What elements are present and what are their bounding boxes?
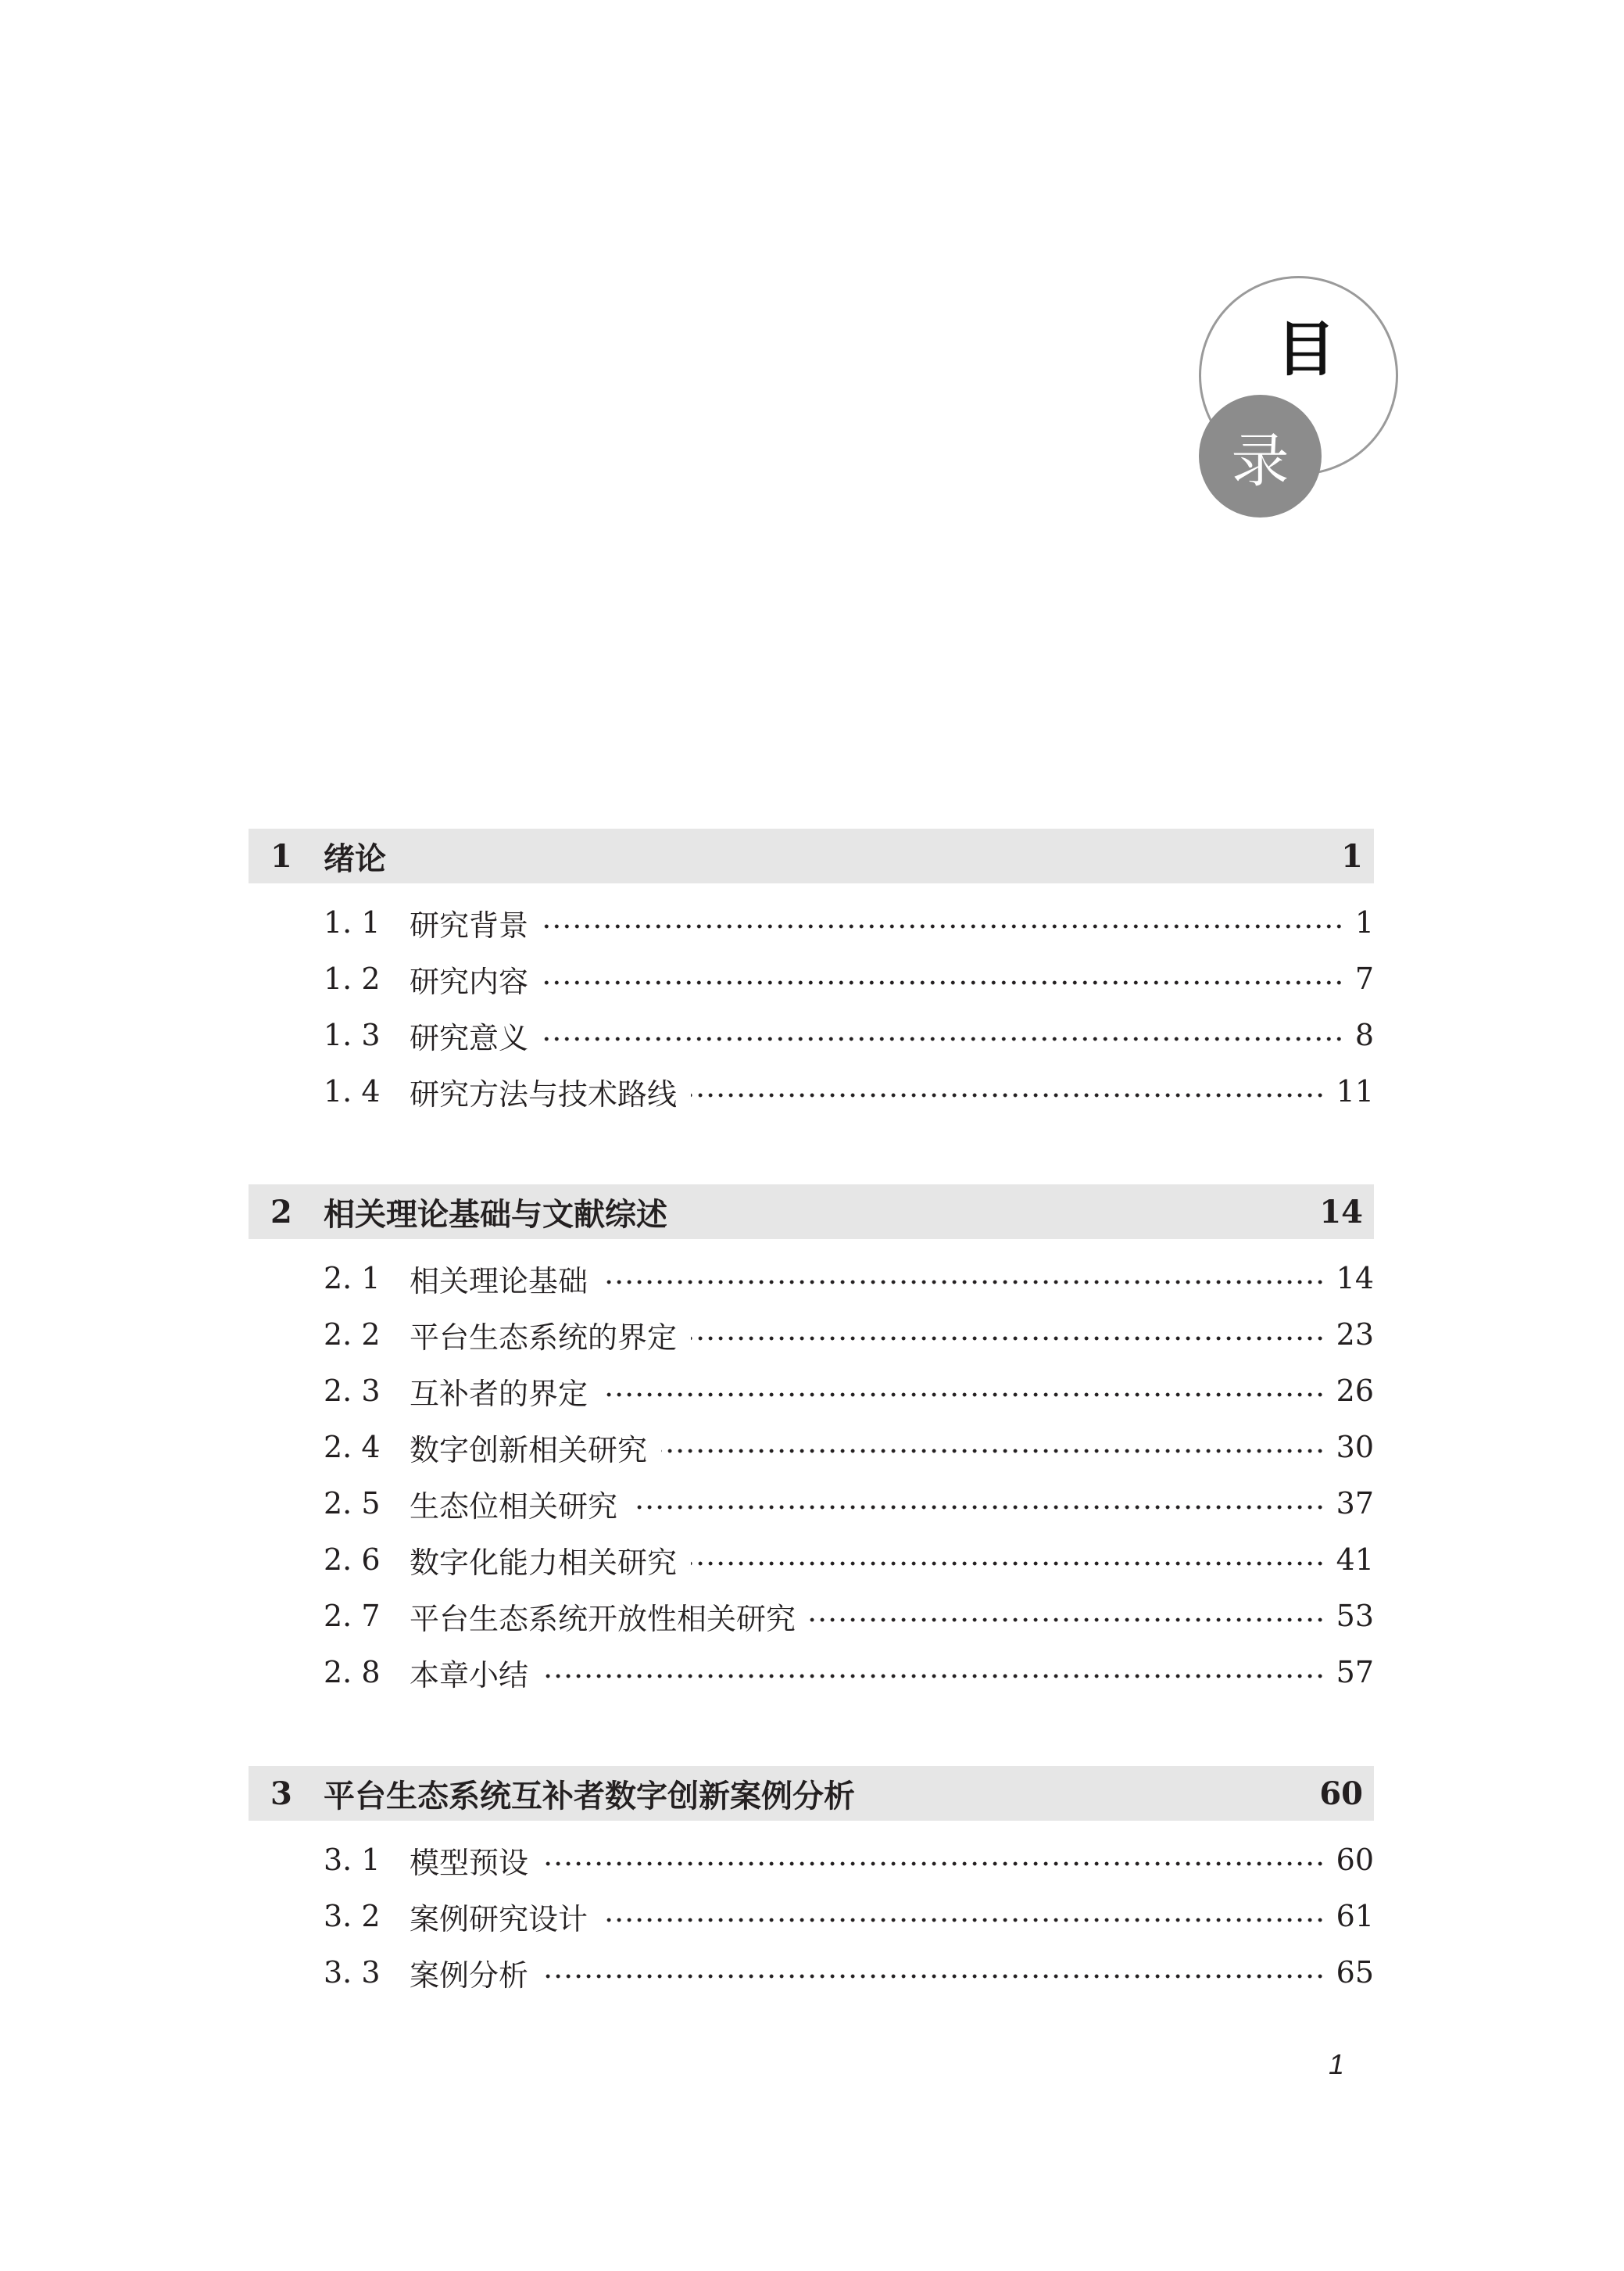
section-title: 模型预设 [410, 1845, 529, 1880]
chapter-title: 相关理论基础与文献综述 [324, 1196, 667, 1233]
toc-entry[interactable] [324, 1367, 1374, 1414]
title-badge-top-char: 目 [1276, 313, 1336, 384]
dot-leader [691, 1335, 1325, 1341]
toc-entry[interactable] [324, 1893, 1374, 1940]
toc-entry[interactable] [324, 1592, 1374, 1639]
title-badge-bottom-char: 录 [1199, 395, 1322, 518]
section-number: 1. 2 [324, 962, 381, 996]
section-number: 2. 3 [324, 1374, 381, 1408]
dot-leader [810, 1617, 1325, 1623]
page-number: 1 [1329, 2048, 1345, 2080]
section-number: 1. 4 [324, 1074, 381, 1109]
section-page: 1 [1354, 905, 1374, 940]
section-title: 数字创新相关研究 [410, 1432, 648, 1467]
toc-entry[interactable] [324, 1311, 1374, 1358]
section-title: 互补者的界定 [410, 1376, 588, 1411]
section-title: 研究意义 [410, 1020, 529, 1055]
section-title: 平台生态系统的界定 [410, 1320, 678, 1355]
section-title: 平台生态系统开放性相关研究 [410, 1601, 796, 1636]
section-page: 65 [1336, 1955, 1374, 1990]
section-page: 14 [1336, 1261, 1374, 1295]
toc-entry[interactable] [324, 1649, 1374, 1696]
section-page: 8 [1354, 1018, 1374, 1052]
section-page: 30 [1336, 1430, 1374, 1464]
chapter-title: 平台生态系统互补者数字创新案例分析 [324, 1778, 855, 1814]
chapter-3-heading[interactable] [249, 1766, 1374, 1821]
toc-entry[interactable] [324, 1836, 1374, 1883]
dot-leader [691, 1560, 1325, 1567]
section-page: 7 [1354, 962, 1374, 996]
section-page: 26 [1336, 1374, 1374, 1408]
toc-entry[interactable] [324, 1536, 1374, 1583]
chapter-title: 绪论 [324, 840, 386, 877]
section-page: 37 [1336, 1486, 1374, 1521]
section-title: 本章小结 [410, 1657, 529, 1693]
toc-entry[interactable] [324, 1012, 1374, 1058]
chapter-number: 1 [270, 837, 292, 875]
section-title: 研究方法与技术路线 [410, 1076, 678, 1112]
section-number: 1. 3 [324, 1018, 381, 1052]
section-number: 1. 1 [324, 905, 381, 940]
section-number: 2. 1 [324, 1261, 381, 1295]
section-title: 研究背景 [410, 908, 529, 943]
section-page: 41 [1336, 1542, 1374, 1577]
dot-leader [542, 923, 1344, 930]
chapter-page: 60 [1319, 1775, 1363, 1812]
toc-entry[interactable] [324, 1424, 1374, 1470]
dot-leader [631, 1504, 1325, 1510]
toc-entry[interactable] [324, 1949, 1374, 1996]
section-title: 案例研究设计 [410, 1901, 588, 1936]
section-number: 2. 6 [324, 1542, 381, 1577]
toc-entry[interactable] [324, 899, 1374, 946]
dot-leader [542, 1673, 1325, 1679]
section-title: 生态位相关研究 [410, 1488, 618, 1524]
dot-leader [602, 1279, 1325, 1285]
section-page: 53 [1336, 1599, 1374, 1633]
chapter-page: 14 [1319, 1193, 1363, 1230]
dot-leader [602, 1917, 1325, 1923]
toc-entry[interactable] [324, 1255, 1374, 1302]
chapter-number: 3 [270, 1775, 292, 1812]
dot-leader [542, 1973, 1325, 1979]
section-page: 11 [1336, 1074, 1374, 1109]
chapter-1-heading[interactable] [249, 829, 1374, 883]
toc-entry[interactable] [324, 1068, 1374, 1115]
section-page: 61 [1336, 1899, 1374, 1933]
dot-leader [542, 980, 1344, 986]
section-title: 案例分析 [410, 1958, 529, 1993]
section-number: 2. 8 [324, 1655, 381, 1689]
section-number: 3. 2 [324, 1899, 381, 1933]
toc-entry[interactable] [324, 1480, 1374, 1527]
chapter-number: 2 [270, 1193, 292, 1230]
dot-leader [691, 1092, 1325, 1098]
section-title: 数字化能力相关研究 [410, 1545, 678, 1580]
section-number: 2. 4 [324, 1430, 381, 1464]
section-number: 2. 2 [324, 1317, 381, 1352]
chapter-page: 1 [1341, 837, 1363, 875]
section-number: 3. 3 [324, 1955, 381, 1990]
section-page: 57 [1336, 1655, 1374, 1689]
section-title: 研究内容 [410, 964, 529, 999]
toc-entry[interactable] [324, 955, 1374, 1002]
section-number: 2. 5 [324, 1486, 381, 1521]
dot-leader [542, 1861, 1325, 1867]
chapter-2-heading[interactable] [249, 1184, 1374, 1239]
section-number: 2. 7 [324, 1599, 381, 1633]
dot-leader [661, 1448, 1325, 1454]
section-page: 60 [1336, 1843, 1374, 1877]
dot-leader [542, 1036, 1344, 1042]
dot-leader [602, 1392, 1325, 1398]
section-title: 相关理论基础 [410, 1263, 588, 1298]
section-number: 3. 1 [324, 1843, 381, 1877]
section-page: 23 [1336, 1317, 1374, 1352]
